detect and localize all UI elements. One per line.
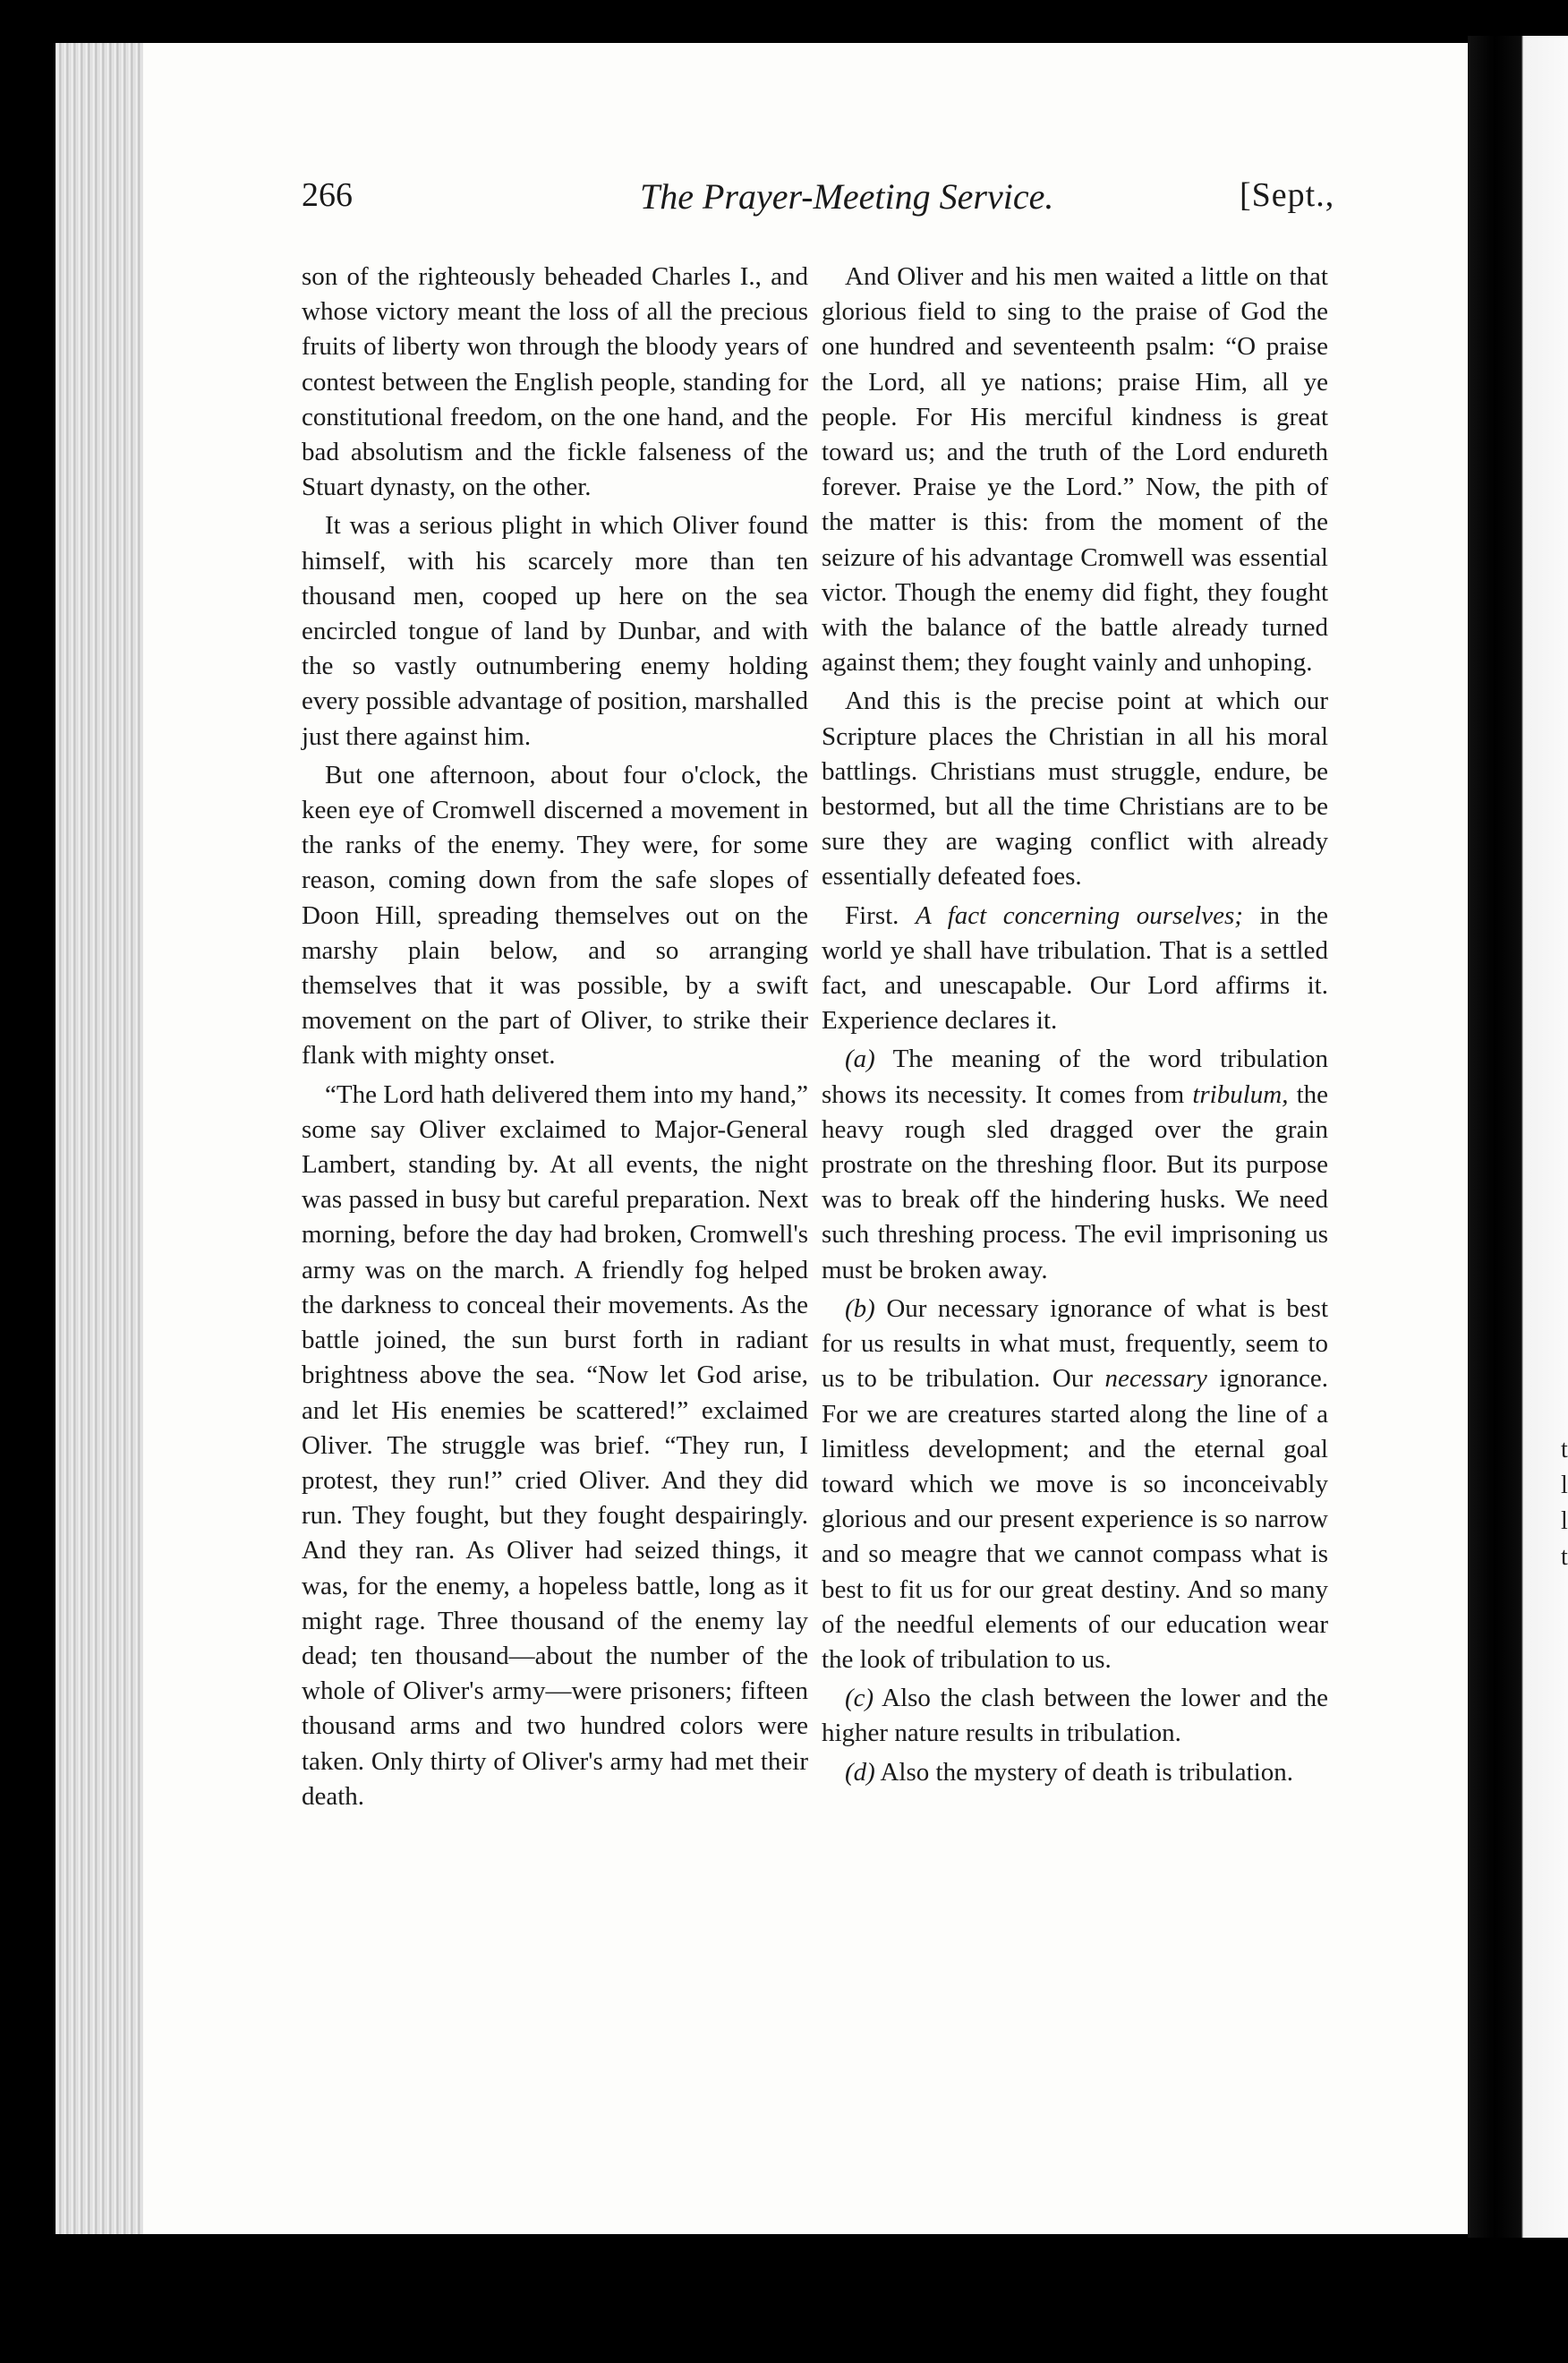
point-text: in the world ye shall have tribulation. That is a settled fact, and unescapable. Our Lord affirms it. Experience declares it. — [822, 900, 1328, 1036]
fragment: t — [1561, 1436, 1568, 1463]
paragraph-point-a — [822, 1042, 1328, 1287]
paragraph-point-b — [822, 1292, 1328, 1677]
fragment: t — [1561, 1543, 1568, 1571]
paragraph-point-d — [822, 1755, 1328, 1790]
fragment: l — [1561, 1472, 1568, 1499]
running-title: The Prayer-Meeting Service. — [640, 176, 1054, 217]
point-text: ignorance. For we are creatures started along the line of a limitless development; and the eternal goal toward which we move is so inconceivably glorious and our present experience is so narrow and so meagre that we cannot compass what is best to fit us for our great destiny. And so many of the needful elements of our education wear the look of tribulation to us. — [822, 1364, 1328, 1674]
point-lead: First. — [845, 900, 899, 930]
running-month: [Sept., — [1240, 176, 1335, 214]
left-column — [302, 260, 808, 1818]
paragraph: It was a serious plight in which Oliver found himself, with his scarcely more than ten thousand men, cooped up here on the sea encircled tongue of land by Dunbar, and with the so vastly outnumbering enemy holding every possible advantage of position, marshalled just there against him. — [302, 511, 808, 751]
gutter-shadow — [1468, 36, 1568, 2238]
right-column — [822, 260, 1328, 1794]
paragraph: And Oliver and his men waited a little on that glorious field to sing to the praise of God the one hundred and seventeenth psalm: “O praise the Lord, all ye nations; praise Him, all ye people. For His merciful kindness is great toward us; and the truth of the Lord endureth forever. Praise ye the Lord.” Now, the pith of the matter is this: from the moment of the seizure of his advantage Cromwell was essential victor. Though the enemy did fight, they fought with the balance of the battle already turned against them; they fought vainly and unhoping. — [822, 262, 1328, 678]
point-label: (d) — [845, 1757, 875, 1787]
latin-term: tribulum, — [1192, 1079, 1289, 1109]
paragraph: “The Lord hath delivered them into my hand,” some say Oliver exclaimed to Major-General Lambert, standing by. At all events, the night was passed in busy but careful preparation. Next morning, before the day had broken, Cromwell's army was on the march. A friendly fog helped the darkness to conceal their movements. As the battle joined, the sun burst forth in radiant brightness above the sea. “Now let God arise, and let His enemies be scattered!” exclaimed Oliver. The struggle was brief. “They run, I protest, they run!” cried Oliver. And they did run. They fought, but they fought despairingly. And they ran. As Oliver had seized things, it was, for the enemy, a hopeless battle, long as it might rage. Three thousand of the enemy lay dead; ten thousand—about the number of the whole of Oliver's army—were prisoners; fifteen thousand arms and two hundred colors were taken. Only thirty of Oliver's army had met their death. — [302, 1079, 808, 1811]
point-heading: A fact concerning ourselves; — [915, 900, 1243, 930]
point-text: Also the clash between the lower and the higher nature results in tribulation. — [822, 1684, 1328, 1748]
page-number: 266 — [302, 176, 353, 214]
book-page-edges — [55, 43, 154, 2234]
paragraph: But one afternoon, about four o'clock, the keen eye of Cromwell discerned a movement in the ranks of the enemy. They were, for some reason, coming down from the safe slopes of Doon Hill, spreading themselves out on the marshy plain below, and so arranging themselves that it was possible, by a swift movement on the part of Oliver, to strike their flank with mighty onset. — [302, 760, 808, 1071]
point-text: Also the mystery of death is tribulation. — [880, 1757, 1293, 1787]
facing-page-fragments — [1561, 1432, 1568, 1575]
point-text: the heavy rough sled dragged over the grain prostrate on the threshing floor. But its purpose was to break off the hindering husks. We need such threshing process. The evil imprisoning us must be broken away. — [822, 1079, 1328, 1284]
point-label: (a) — [845, 1045, 875, 1074]
point-text: Our necessary ignorance of what is best for us results in what must, frequently, seem to us to be tribulation. Our — [822, 1293, 1329, 1394]
paragraph-point-c — [822, 1681, 1328, 1751]
paragraph: son of the righteously beheaded Charles I., and whose victory meant the loss of all the precious fruits of liberty won through the bloody years of contest between the English people, standing for constitutional freedom, on the one hand, and the bad absolutism and the fickle falseness of the Stuart dynasty, on the other. — [302, 262, 808, 502]
fragment: l — [1561, 1507, 1568, 1535]
paragraph: And this is the precise point at which our Scripture places the Christian in all his moral battlings. Christians must struggle, endure, be bestormed, but all the time Christians are to be sure they are waging conflict with already essentially defeated foes. — [822, 687, 1328, 891]
point-label: (b) — [845, 1293, 875, 1323]
paragraph-first-point — [822, 899, 1328, 1039]
running-header — [302, 175, 1349, 229]
point-text: The meaning of the word tribulation shows its necessity. It comes from — [822, 1045, 1328, 1109]
emphasis: necessary — [1104, 1364, 1207, 1394]
point-label: (c) — [845, 1684, 874, 1713]
